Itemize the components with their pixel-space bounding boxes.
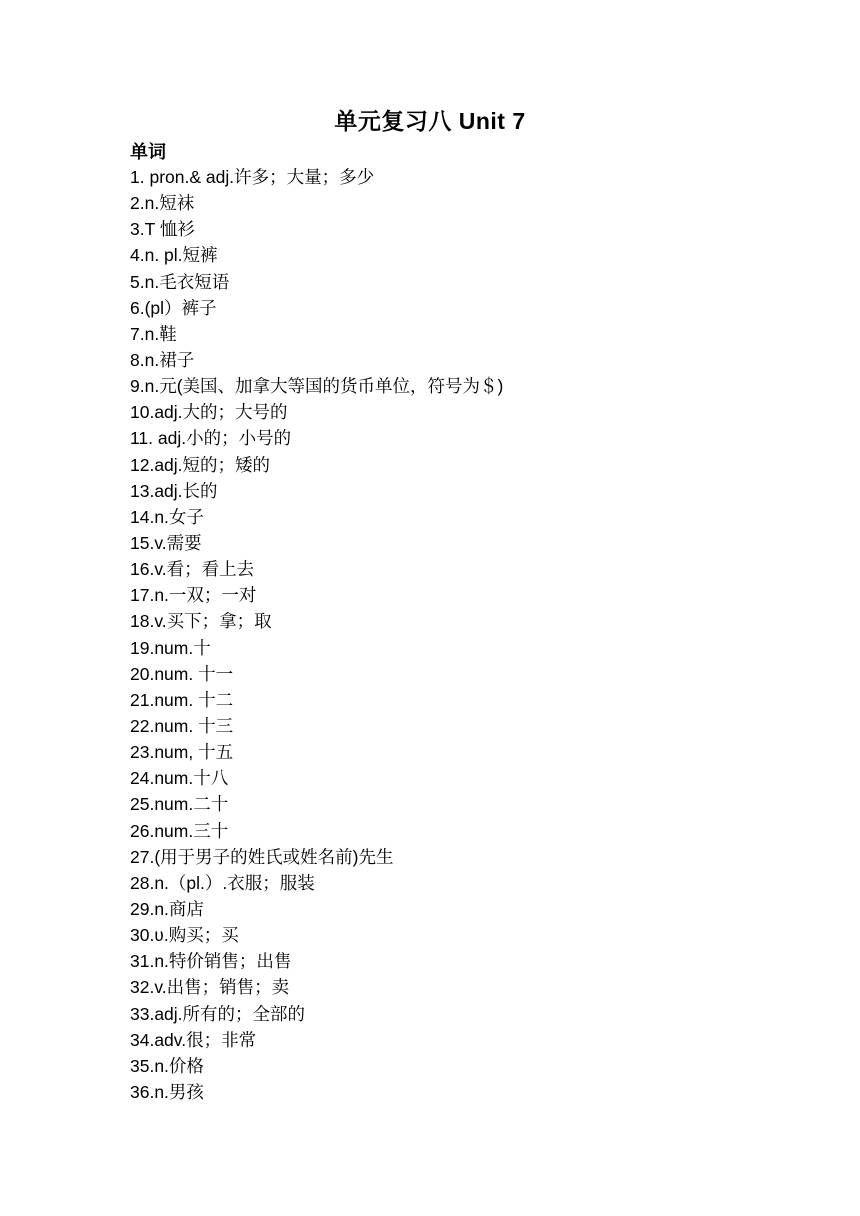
vocab-item: 34.adv.很；非常: [130, 1029, 257, 1050]
vocab-item: 26.num.三十: [130, 820, 229, 841]
vocab-item: 18.v.买下；拿；取: [130, 611, 272, 632]
vocab-item: 28.n.（pl.）.衣服；服装: [130, 872, 315, 893]
vocab-item: 19.num.十: [130, 637, 211, 658]
vocab-item: 14.n.女子: [130, 506, 204, 527]
vocab-item: 36.n.男孩: [130, 1081, 204, 1102]
vocab-item: 15.v.需要: [130, 532, 202, 553]
vocab-item: 17.n.一双；一对: [130, 585, 257, 606]
vocab-item: 16.v.看；看上去: [130, 559, 255, 580]
vocab-item: 1. pron.& adj.许多；大量；多少: [130, 167, 375, 187]
vocab-item: 22.num. 十三: [130, 715, 234, 736]
vocab-item: 21.num. 十二: [130, 689, 234, 710]
vocab-item: 29.n.商店: [130, 898, 204, 919]
vocab-item: 35.n.价格: [130, 1055, 204, 1076]
vocab-item: 9.n.元(美国、加拿大等国的货币单位，符号为＄): [130, 376, 504, 397]
vocab-item: 27.(用于男子的姓氏或姓名前)先生: [130, 846, 394, 867]
vocab-item: 2.n.短袜: [130, 193, 195, 214]
vocab-item: 8.n.裙子: [130, 349, 195, 370]
vocab-item: 20.num. 十一: [130, 663, 234, 684]
vocab-item: 10.adj.大的；大号的: [130, 402, 288, 423]
vocab-item: 12.adj.短的；矮的: [130, 454, 271, 475]
vocab-item: 23.num, 十五: [130, 742, 234, 763]
vocab-item: 3.T 恤衫: [130, 219, 195, 240]
vocab-item: 11. adj.小的；小号的: [130, 428, 292, 449]
vocab-item: 30.ʋ.购买；买: [130, 925, 239, 946]
vocab-item: 31.n.特价销售；出售: [130, 951, 292, 972]
vocab-list: [130, 164, 810, 1105]
vocab-item: 32.v.出售；销售；卖: [130, 977, 290, 998]
page-title: 单元复习八 Unit 7: [334, 108, 526, 134]
vocab-item: 25.num.二十: [130, 794, 229, 815]
vocab-item: 7.n.鞋: [130, 323, 177, 344]
vocab-item: 33.adj.所有的；全部的: [130, 1003, 306, 1024]
section-heading: 单词: [130, 142, 166, 162]
vocab-item: 24.num.十八: [130, 768, 229, 789]
vocab-item: 13.adj.长的: [130, 480, 218, 501]
vocab-item: 6.(pl）裤子: [130, 297, 217, 318]
vocab-item: 5.n.毛衣短语: [130, 271, 230, 292]
vocab-item: 4.n. pl.短裤: [130, 245, 218, 266]
